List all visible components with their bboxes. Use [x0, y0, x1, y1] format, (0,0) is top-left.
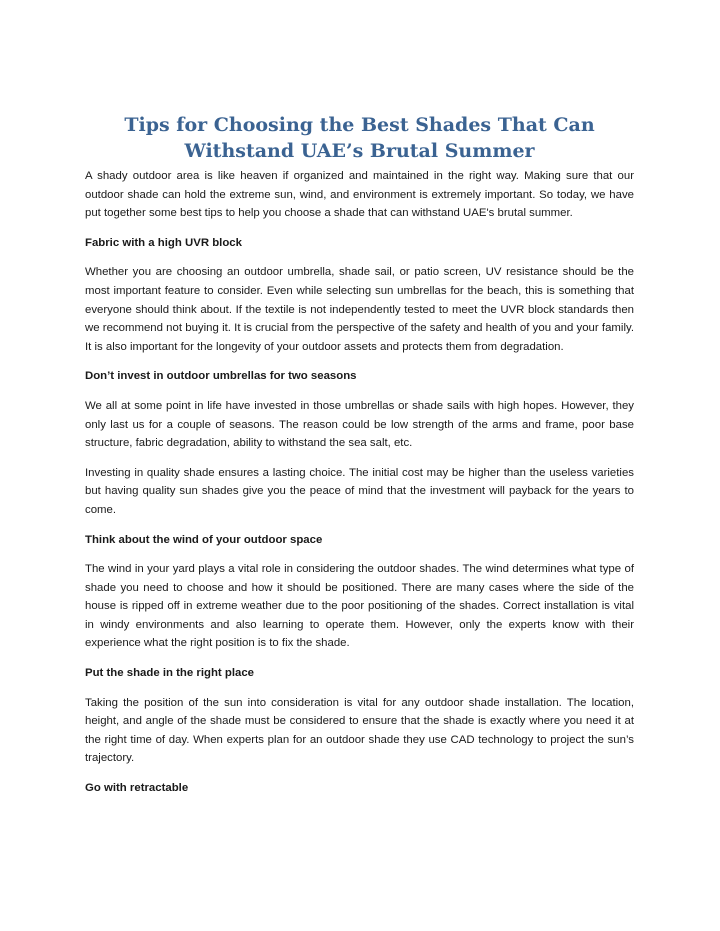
- section-heading: Fabric with a high UVR block: [85, 236, 242, 249]
- document-page: [85, 112, 634, 809]
- section-heading: Put the shade in the right place: [85, 667, 254, 680]
- section-heading: Don’t invest in outdoor umbrellas for two seasons: [85, 370, 357, 383]
- section-paragraph: Whether you are choosing an outdoor umbrella, shade sail, or patio screen, UV resistance should be the most important feature to consider. Even while selecting sun umbrellas for the beach, this is something that everyone should think about. If the textile is not independently tested to meet the UVR block standards then we recommend not buying it. It is crucial from the perspective of the safety and health of you and your family. It is also important for the longevity of your outdoor assets and protects them from degradation.: [85, 266, 634, 353]
- section-heading: Think about the wind of your outdoor space: [85, 533, 323, 546]
- intro-paragraph: A shady outdoor area is like heaven if organized and maintained in the right way. Making sure that our outdoor shade can hold the extreme sun, wind, and environment is extremely important. So today, we have put together some best tips to help you choose a shade that can withstand UAE's brutal summer.: [85, 170, 634, 220]
- document-title: Tips for Choosing the Best Shades That Can Withstand UAE’s Brutal Summer: [124, 114, 595, 162]
- section-paragraph: Investing in quality shade ensures a lasting choice. The initial cost may be higher than the useless varieties but having quality sun shades give you the peace of mind that the investment will payback for the years to come.: [85, 466, 634, 516]
- section-paragraph: Taking the position of the sun into consideration is vital for any outdoor shade installation. The location, height, and angle of the shade must be considered to ensure that the shade is exactly where you need it at the right time of day. When experts plan for an outdoor shade they use CAD technology to project the sun’s trajectory.: [85, 696, 634, 765]
- section-paragraph: The wind in your yard plays a vital role in considering the outdoor shades. The wind determines what type of shade you need to choose and how it should be positioned. There are many cases where the side of the house is ripped off in extreme weather due to the poor positioning of the shades. Correct installation is vital in windy environments and also learning to operate them. However, only the experts know with their experience what the right position is to fix the shade.: [85, 563, 634, 650]
- section-paragraph: We all at some point in life have invested in those umbrellas or shade sails with high hopes. However, they only last us for a couple of seasons. The reason could be low strength of the arms and frame, poor base structure, fabric degradation, ability to withstand the sea salt, etc.: [85, 399, 634, 450]
- section-heading: Go with retractable: [85, 782, 189, 795]
